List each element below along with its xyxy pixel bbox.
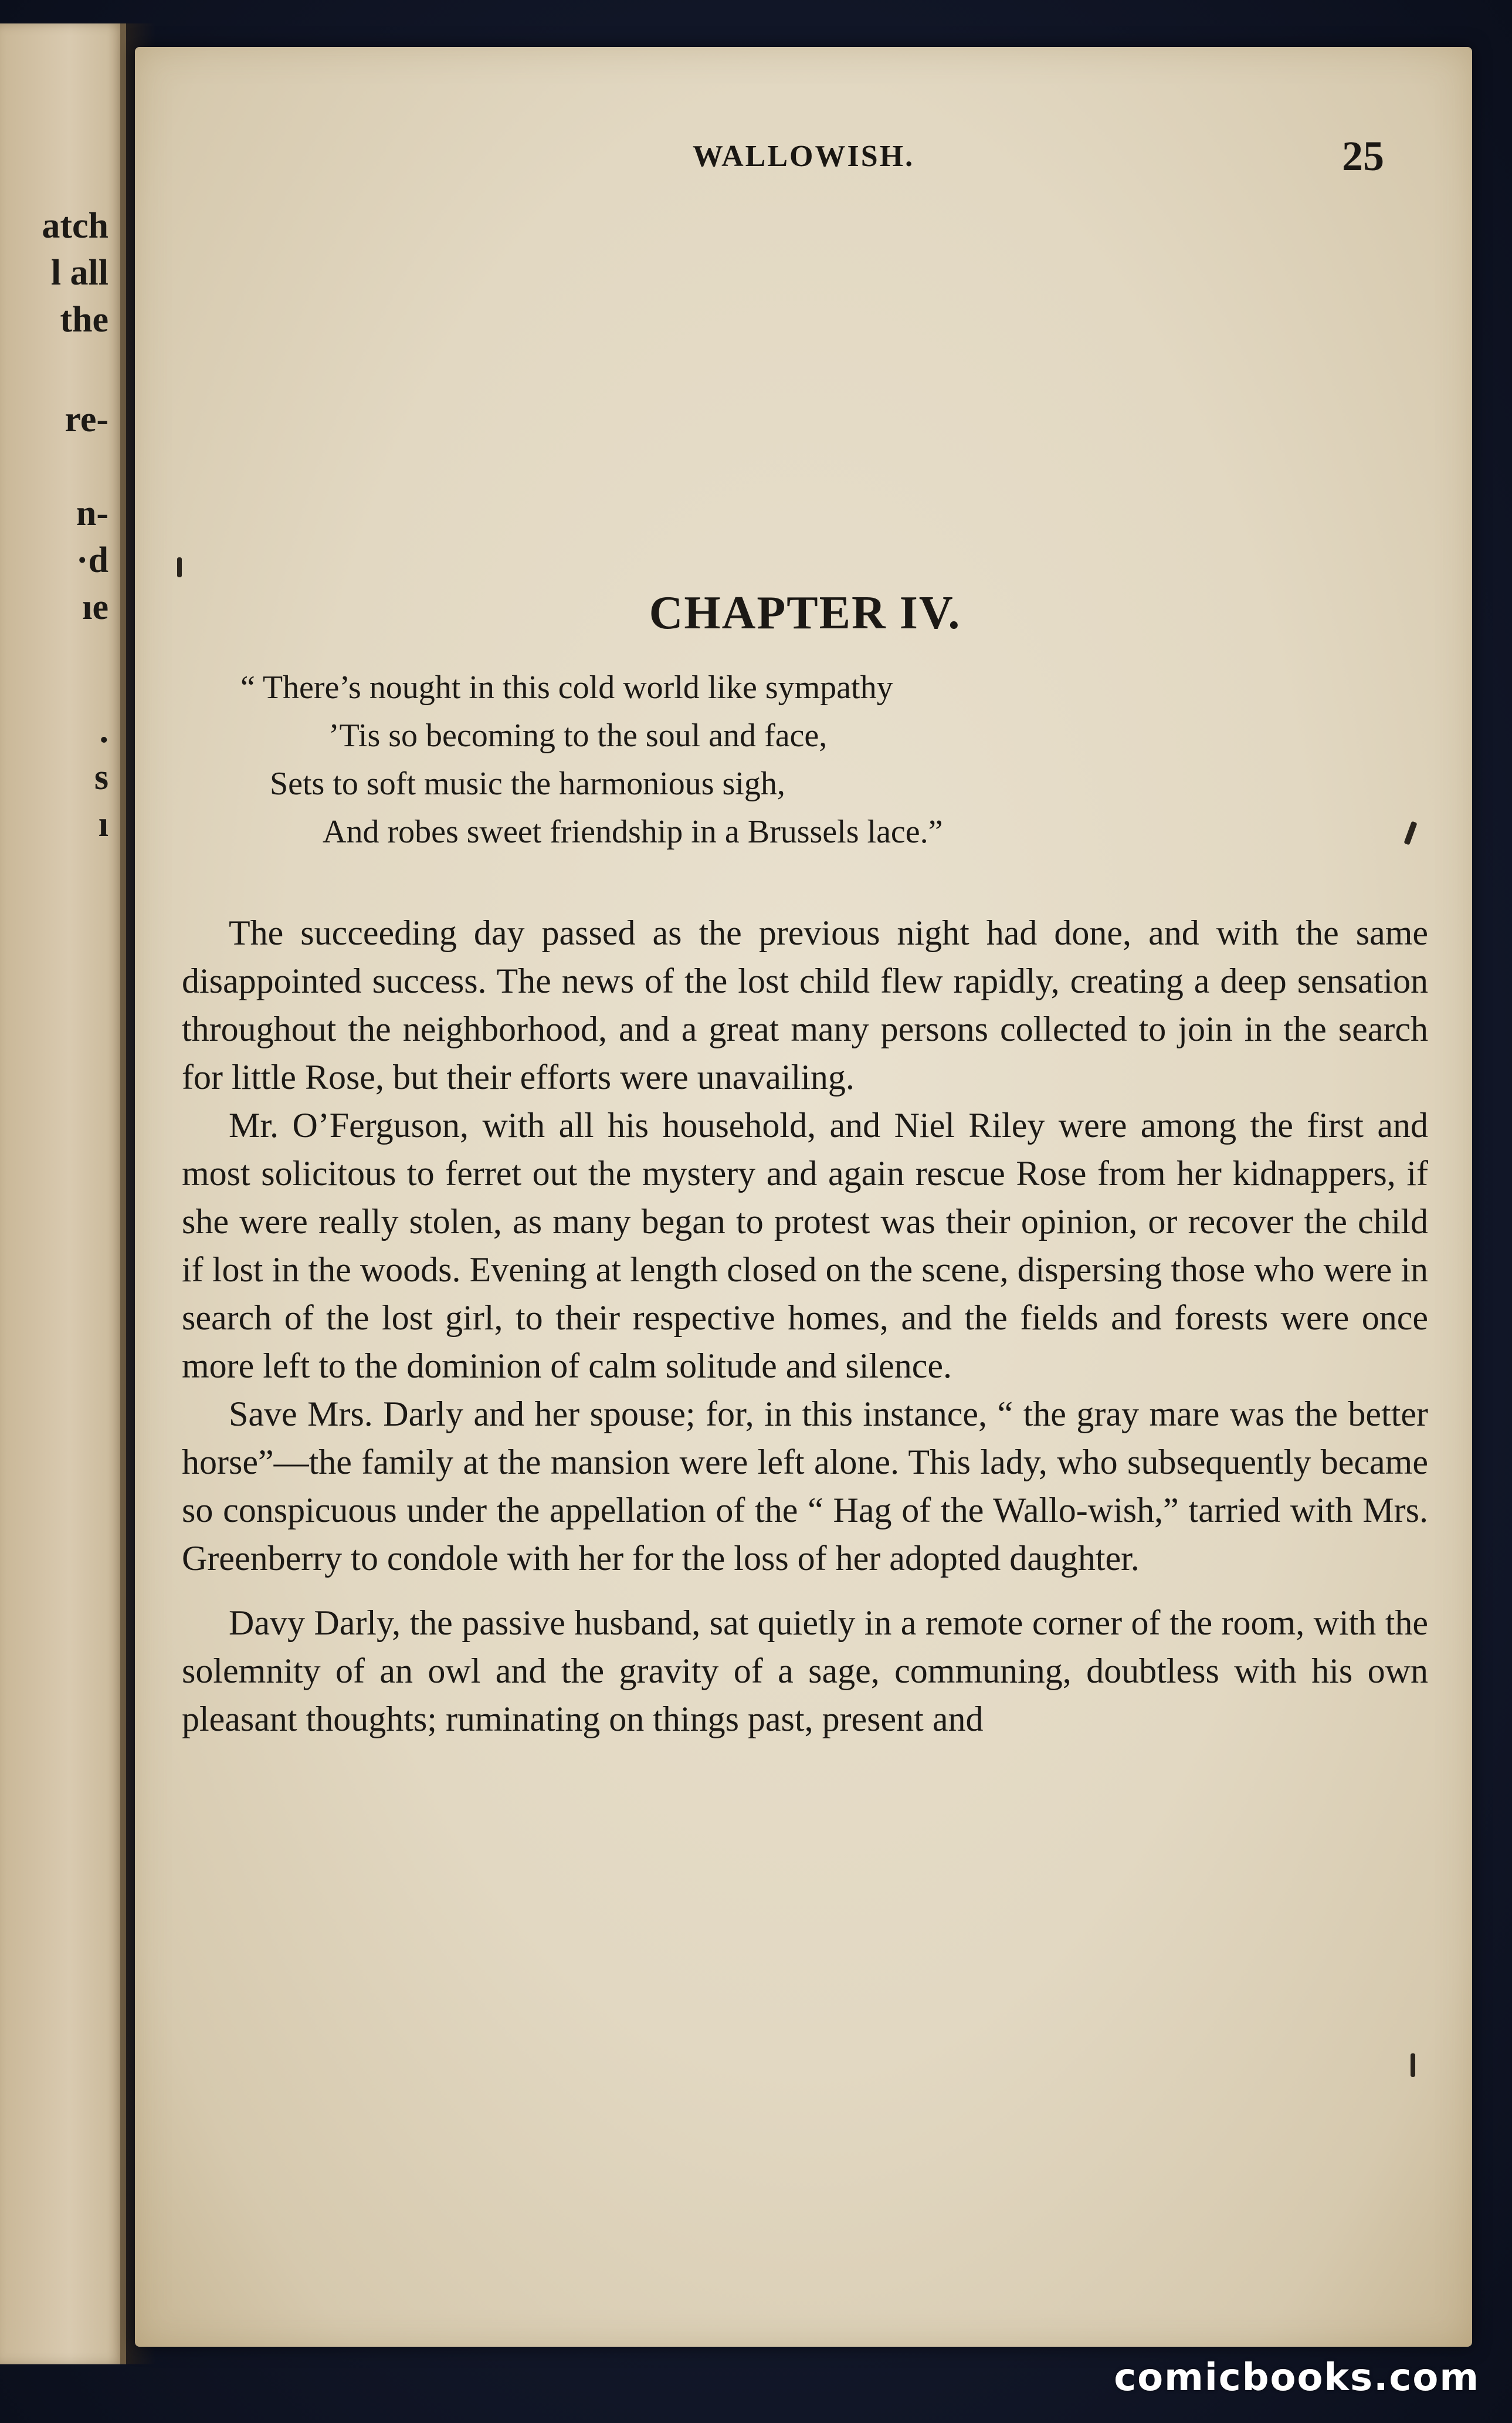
- left-page-fragment: n-: [76, 493, 109, 533]
- left-page-edge: [0, 23, 126, 2364]
- left-page-fragment: s: [94, 757, 109, 797]
- left-page-fragment: .: [99, 710, 109, 750]
- left-page-fragment: the: [60, 300, 109, 340]
- running-head: WALLOWISH.: [692, 140, 915, 173]
- left-page-fragment: l all: [50, 253, 109, 293]
- page-body: [182, 241, 1428, 1743]
- left-page-fragment: re-: [65, 400, 109, 439]
- left-page-fragment: ·d: [76, 540, 109, 580]
- epigraph-line: “ There’s nought in this cold world like sympathy: [240, 669, 893, 706]
- paragraph: The succeeding day passed as the previous night had done, and with the same disappointed success. The news of the lost child flew rapidly, creating a deep sensation throughout the neighborhood, and a great many persons collected to join in the search for little Rose, but their efforts were unavailing.: [182, 913, 1428, 1097]
- paragraph: Save Mrs. Darly and her spouse; for, in this instance, “ the gray mare was the better horse”—the family at the mansion were left alone. This lady, who subsequently became so conspicuous under the appellation of the “ Hag of the Wallo-wish,” tarried with Mrs. Greenberry to condole with her for the loss of her adopted daughter.: [182, 1395, 1428, 1578]
- site-watermark: comicbooks.com: [1114, 2356, 1480, 2400]
- page-header: [135, 132, 1472, 185]
- left-page-fragment: atch: [42, 206, 109, 246]
- left-page-fragment: ıe: [82, 587, 109, 627]
- paragraph: Davy Darly, the passive husband, sat quietly in a remote corner of the room, with the solemnity of an owl and the gravity of a sage, communing, doubtless with his own pleasant thoughts; ruminating on things past, present and: [182, 1603, 1428, 1738]
- page-number: 25: [1342, 133, 1384, 180]
- stray-mark: [177, 557, 182, 577]
- left-page-fragment: ı: [98, 804, 109, 844]
- epigraph-line: ’Tis so becoming to the soul and face,: [328, 718, 828, 754]
- epigraph-line: Sets to soft music the harmonious sigh,: [270, 766, 785, 802]
- epigraph: [182, 664, 1428, 856]
- book-page: [135, 47, 1472, 2347]
- stray-mark: [1411, 2053, 1415, 2077]
- epigraph-line: And robes sweet friendship in a Brussels lace.”: [323, 814, 943, 850]
- paragraph: Mr. O’Ferguson, with all his household, and Niel Riley were among the first and most solicitous to ferret out the mystery and again rescue Rose from her kidnappers, if she were really stolen, as many began to protest was their opinion, or recover the child if lost in the woods. Evening at length closed on the scene, dispersing those who were in search of the lost girl, to their respective homes, and the fields and forests were once more left to the dominion of calm solitude and silence.: [182, 1106, 1428, 1385]
- chapter-title: CHAPTER IV.: [649, 587, 961, 639]
